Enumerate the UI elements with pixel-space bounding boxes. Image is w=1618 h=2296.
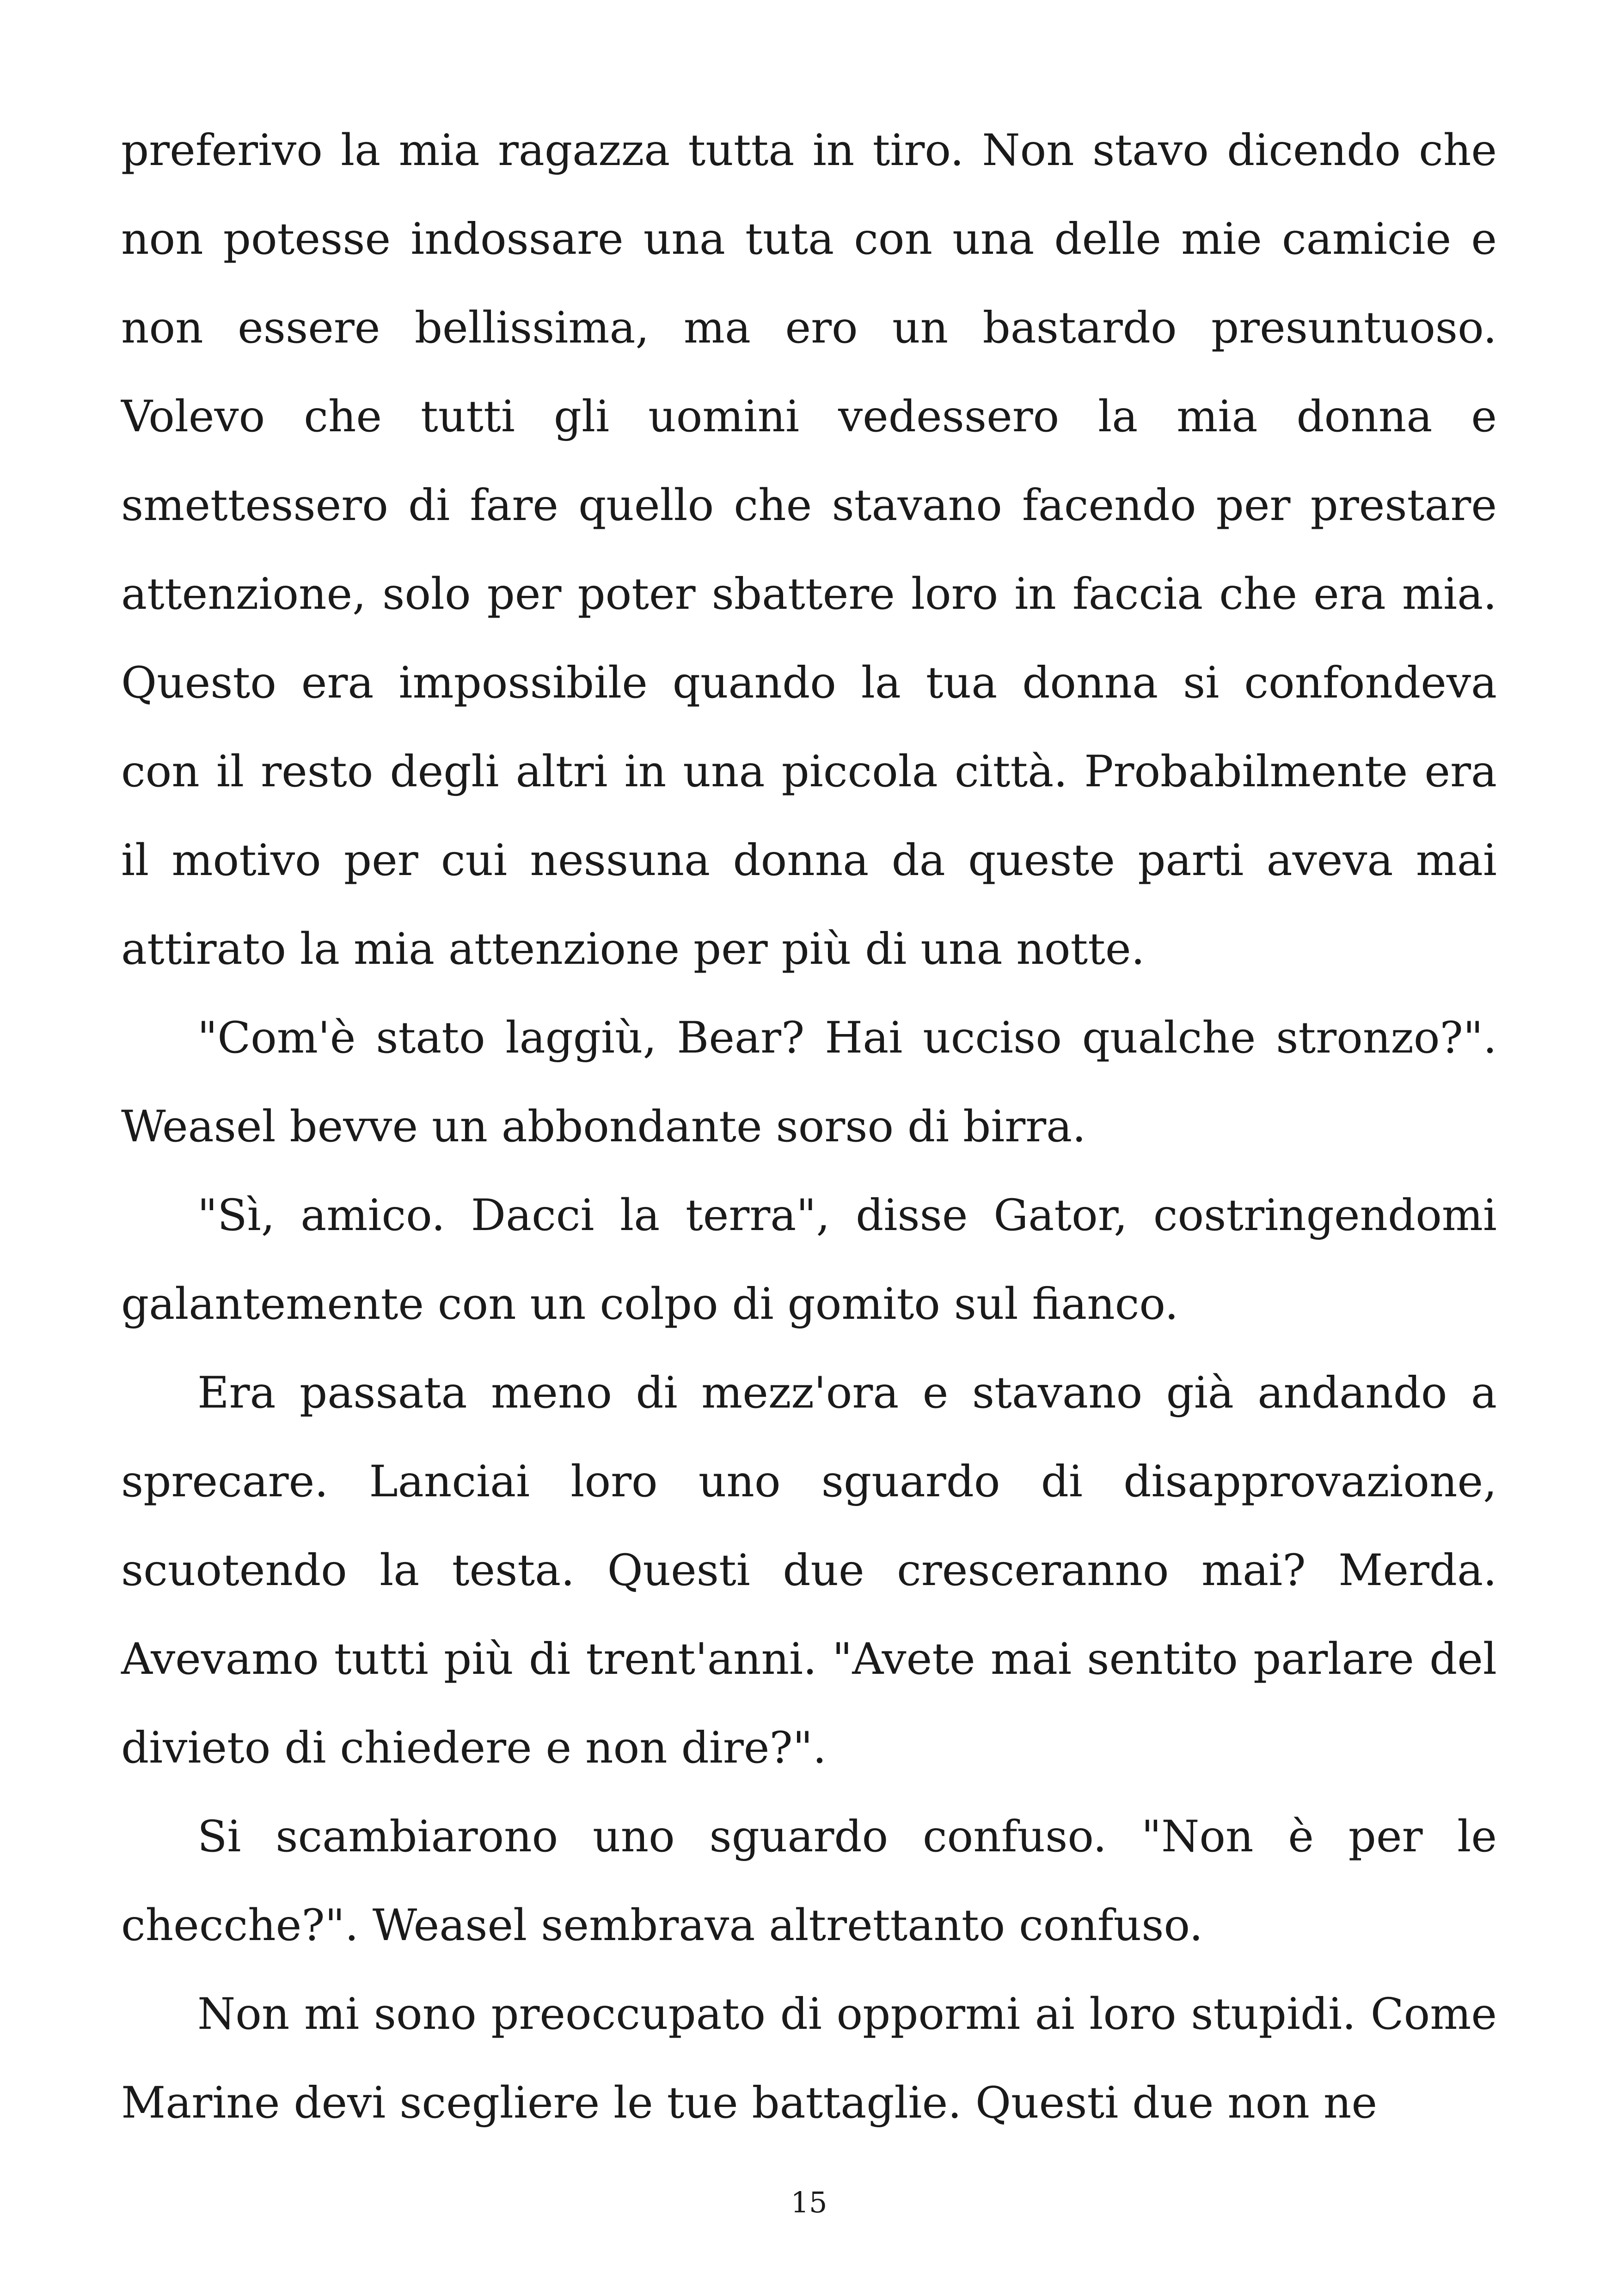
paragraph-confused-look: Si scambiarono uno sguardo confuso. "Non è per le checche?". Weasel sembrava altrettanto confuso. xyxy=(121,1812,1497,1951)
paragraph-dialogue-gator: "Sì, amico. Dacci la terra", disse Gator, costringendomi galantemente con un colpo di gomito sul fianco. xyxy=(121,1190,1497,1329)
page-number: 15 xyxy=(791,2186,827,2219)
paragraph-dialogue-weasel: "Com'è stato laggiù, Bear? Hai ucciso qualche stronzo?". Weasel bevve un abbondante sorso di birra. xyxy=(121,1013,1497,1152)
paragraph-narration: Era passata meno di mezz'ora e stavano già andando a sprecare. Lanciai loro uno sguardo di disapprovazione, scuotendo la testa. Questi due cresceranno mai? Merda. Avevamo tutti più di trent'anni. "Avete mai sentito parlare del divieto di chiedere e non dire?". xyxy=(121,1368,1497,1773)
body-text xyxy=(121,106,1497,2148)
paragraph-continuation: preferivo la mia ragazza tutta in tiro. Non stavo dicendo che non potesse indossare una tuta con una delle mie camicie e non essere bellissima, ma ero un bastardo presuntuoso. Volevo che tutti gli uomini vedessero la mia donna e smettessero di fare quello che stavano facendo per prestare attenzione, solo per poter sbattere loro in faccia che era mia. Questo era impossibile quando la tua donna si confondeva con il resto degli altri in una piccola città. Probabilmente era il motivo per cui nessuna donna da queste parti aveva mai attirato la mia attenzione per più di una notte. xyxy=(121,125,1497,974)
paragraph-battles: Non mi sono preoccupato di oppormi ai loro stupidi. Come Marine devi scegliere le tue battaglie. Questi due non ne xyxy=(121,1989,1497,2128)
